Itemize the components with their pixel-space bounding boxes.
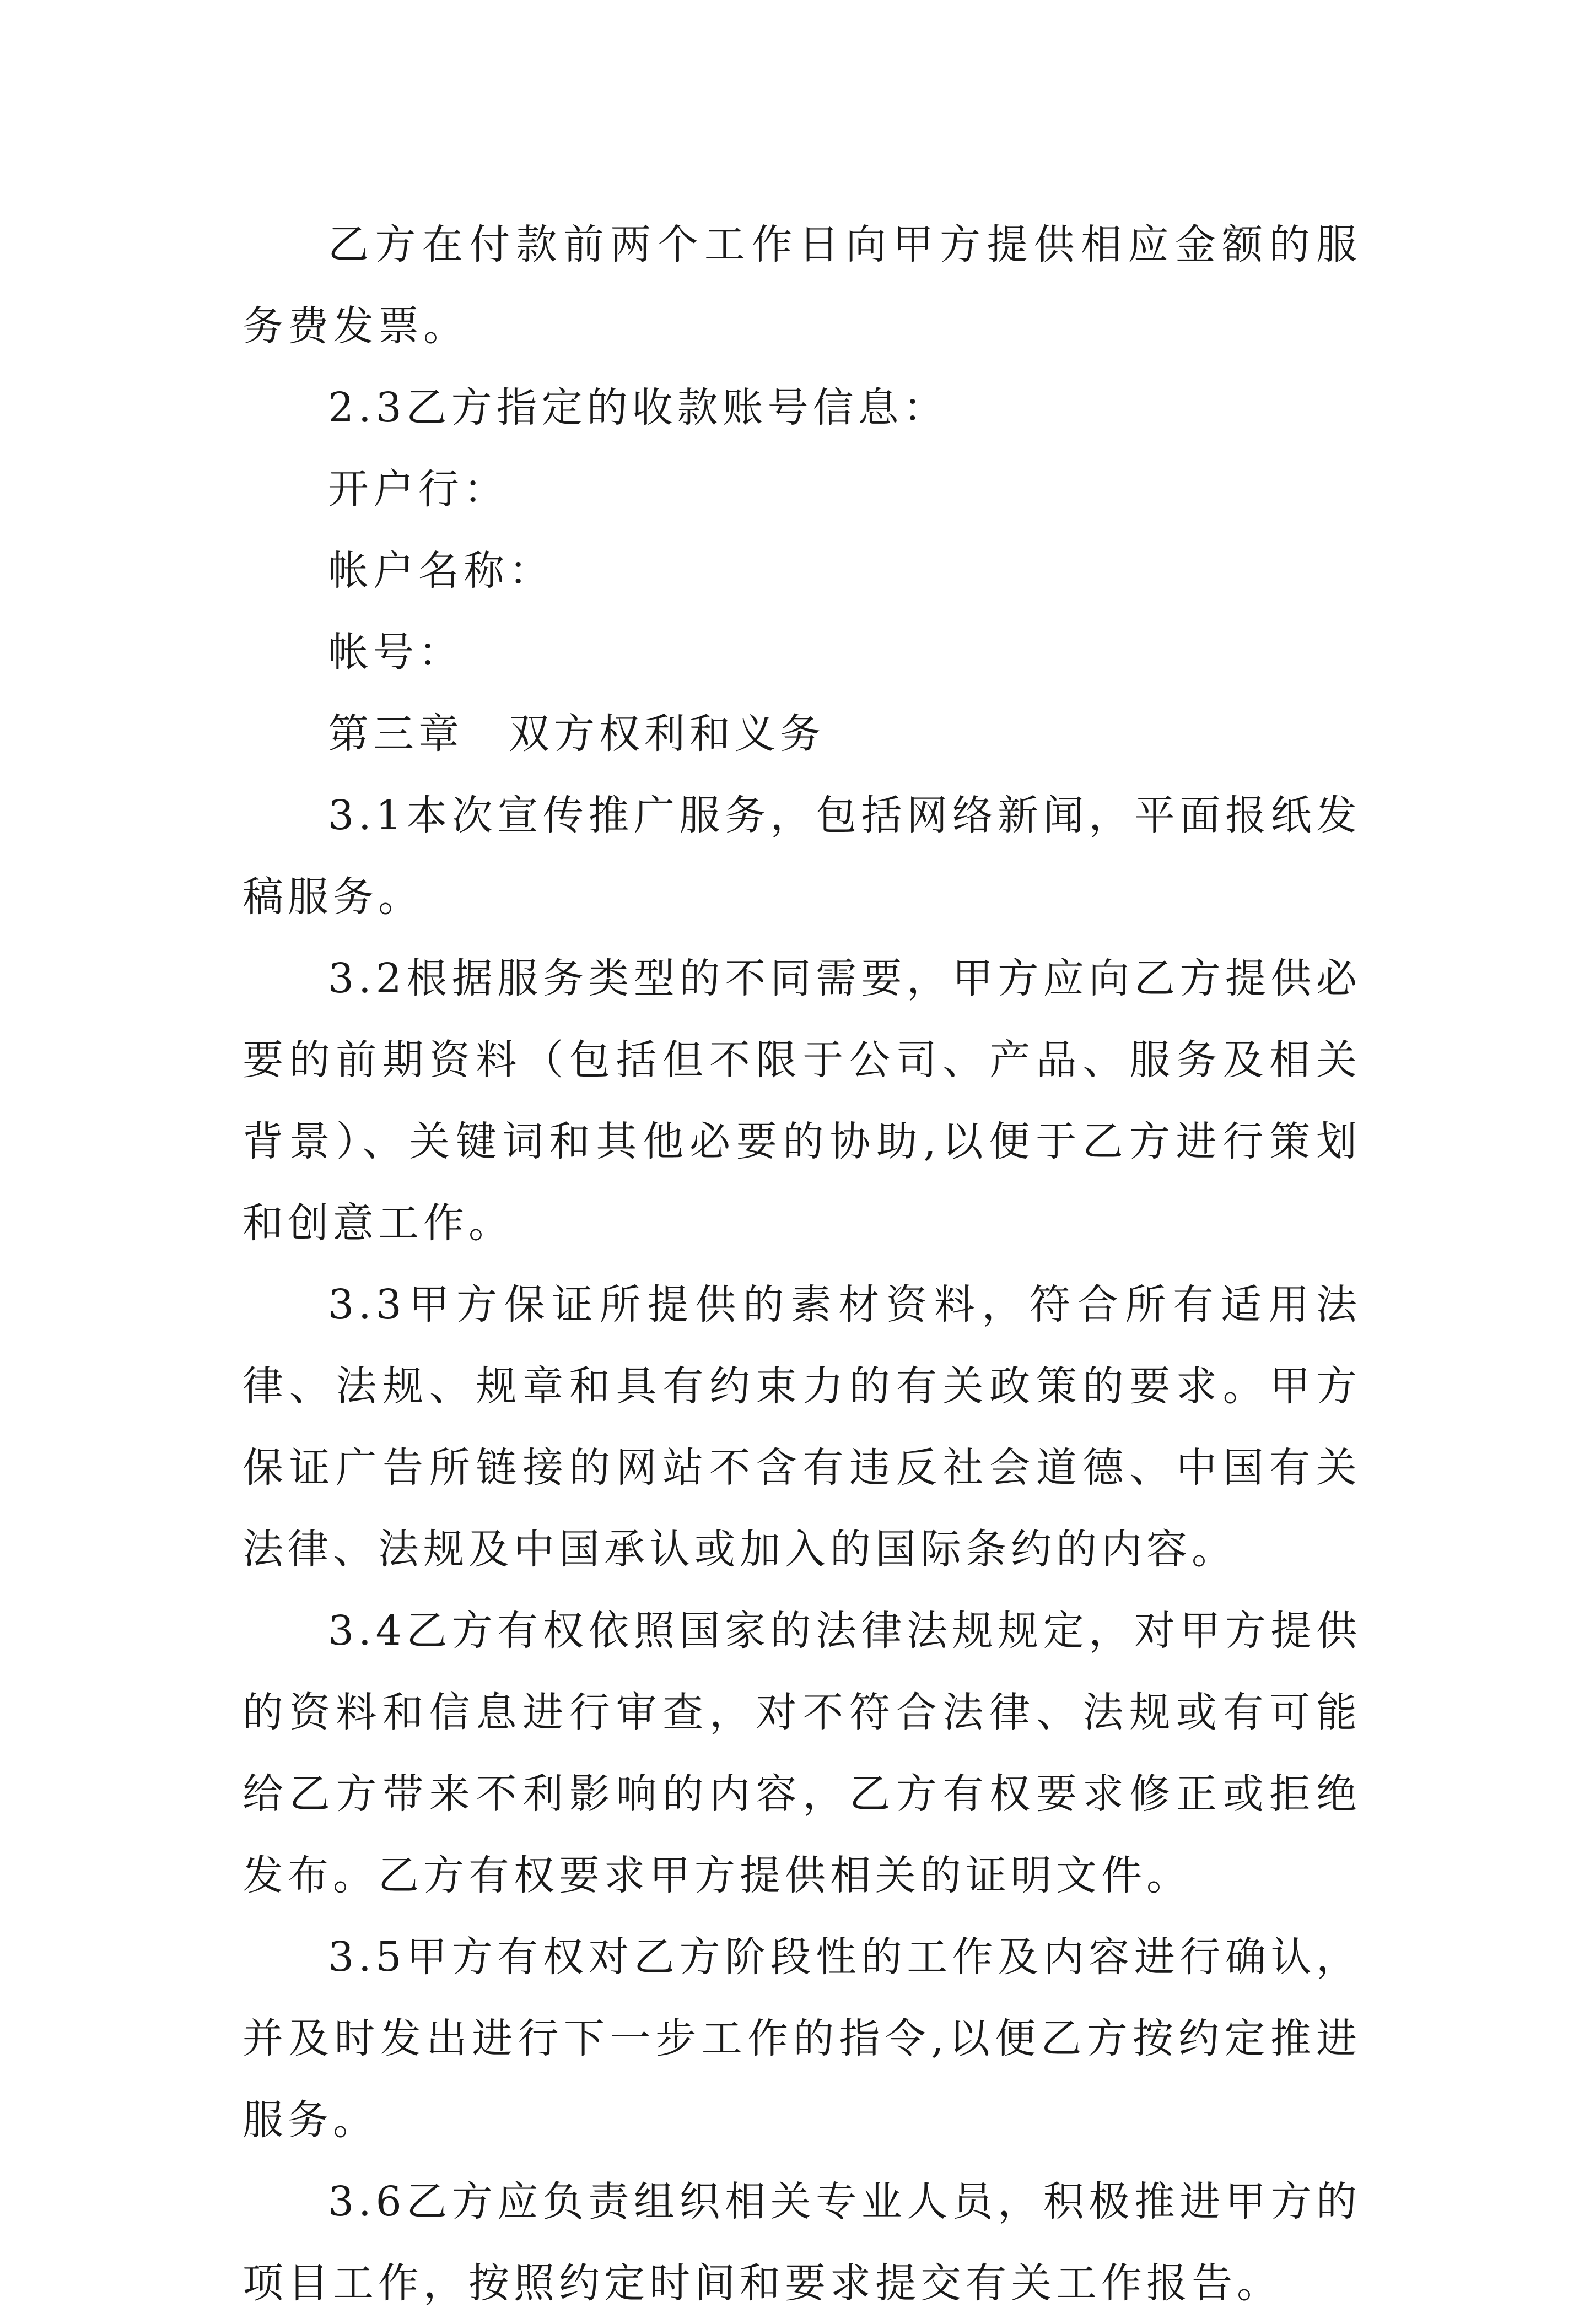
paragraph-invoice: 乙方在付款前两个工作日向甲方提供相应金额的服务费发票。 bbox=[243, 221, 1361, 350]
paragraph-account-info: 2.3乙方指定的收款账号信息： bbox=[328, 384, 949, 431]
paragraph-account-name: 帐户名称： bbox=[328, 547, 554, 594]
paragraph-3-2: 3.2根据服务类型的不同需要，甲方应向乙方提供必要的前期资料（包括但不限于公司、产品、服务及相关背景）、关键词和其他必要的协助,以便于乙方进行策划和创意工作。 bbox=[243, 955, 1361, 1247]
paragraph-3-6: 3.6乙方应负责组织相关专业人员，积极推进甲方的项目工作，按照约定时间和要求提交有关工作报告。 bbox=[243, 2178, 1361, 2307]
paragraph-3-1: 3.1本次宣传推广服务，包括网络新闻，平面报纸发稿服务。 bbox=[243, 792, 1361, 921]
paragraph-account-number: 帐号： bbox=[328, 629, 464, 676]
paragraph-bank: 开户行： bbox=[328, 466, 509, 513]
chapter-heading: 第三章 双方权利和义务 bbox=[328, 710, 825, 758]
paragraph-3-3: 3.3甲方保证所提供的素材资料，符合所有适用法律、法规、规章和具有约束力的有关政策的要求。甲方保证广告所链接的网站不含有违反社会道德、中国有关法律、法规及中国承认或加入的国际条约的内容。 bbox=[243, 1281, 1361, 1573]
document-page bbox=[243, 204, 1361, 2324]
paragraph-3-5: 3.5甲方有权对乙方阶段性的工作及内容进行确认，并及时发出进行下一步工作的指令,以便乙方按约定推进服务。 bbox=[243, 1933, 1361, 2144]
paragraph-3-4: 3.4乙方有权依照国家的法律法规规定，对甲方提供的资料和信息进行审查，对不符合法律、法规或有可能给乙方带来不利影响的内容，乙方有权要求修正或拒绝发布。乙方有权要求甲方提供相关的证明文件。 bbox=[243, 1607, 1361, 1899]
